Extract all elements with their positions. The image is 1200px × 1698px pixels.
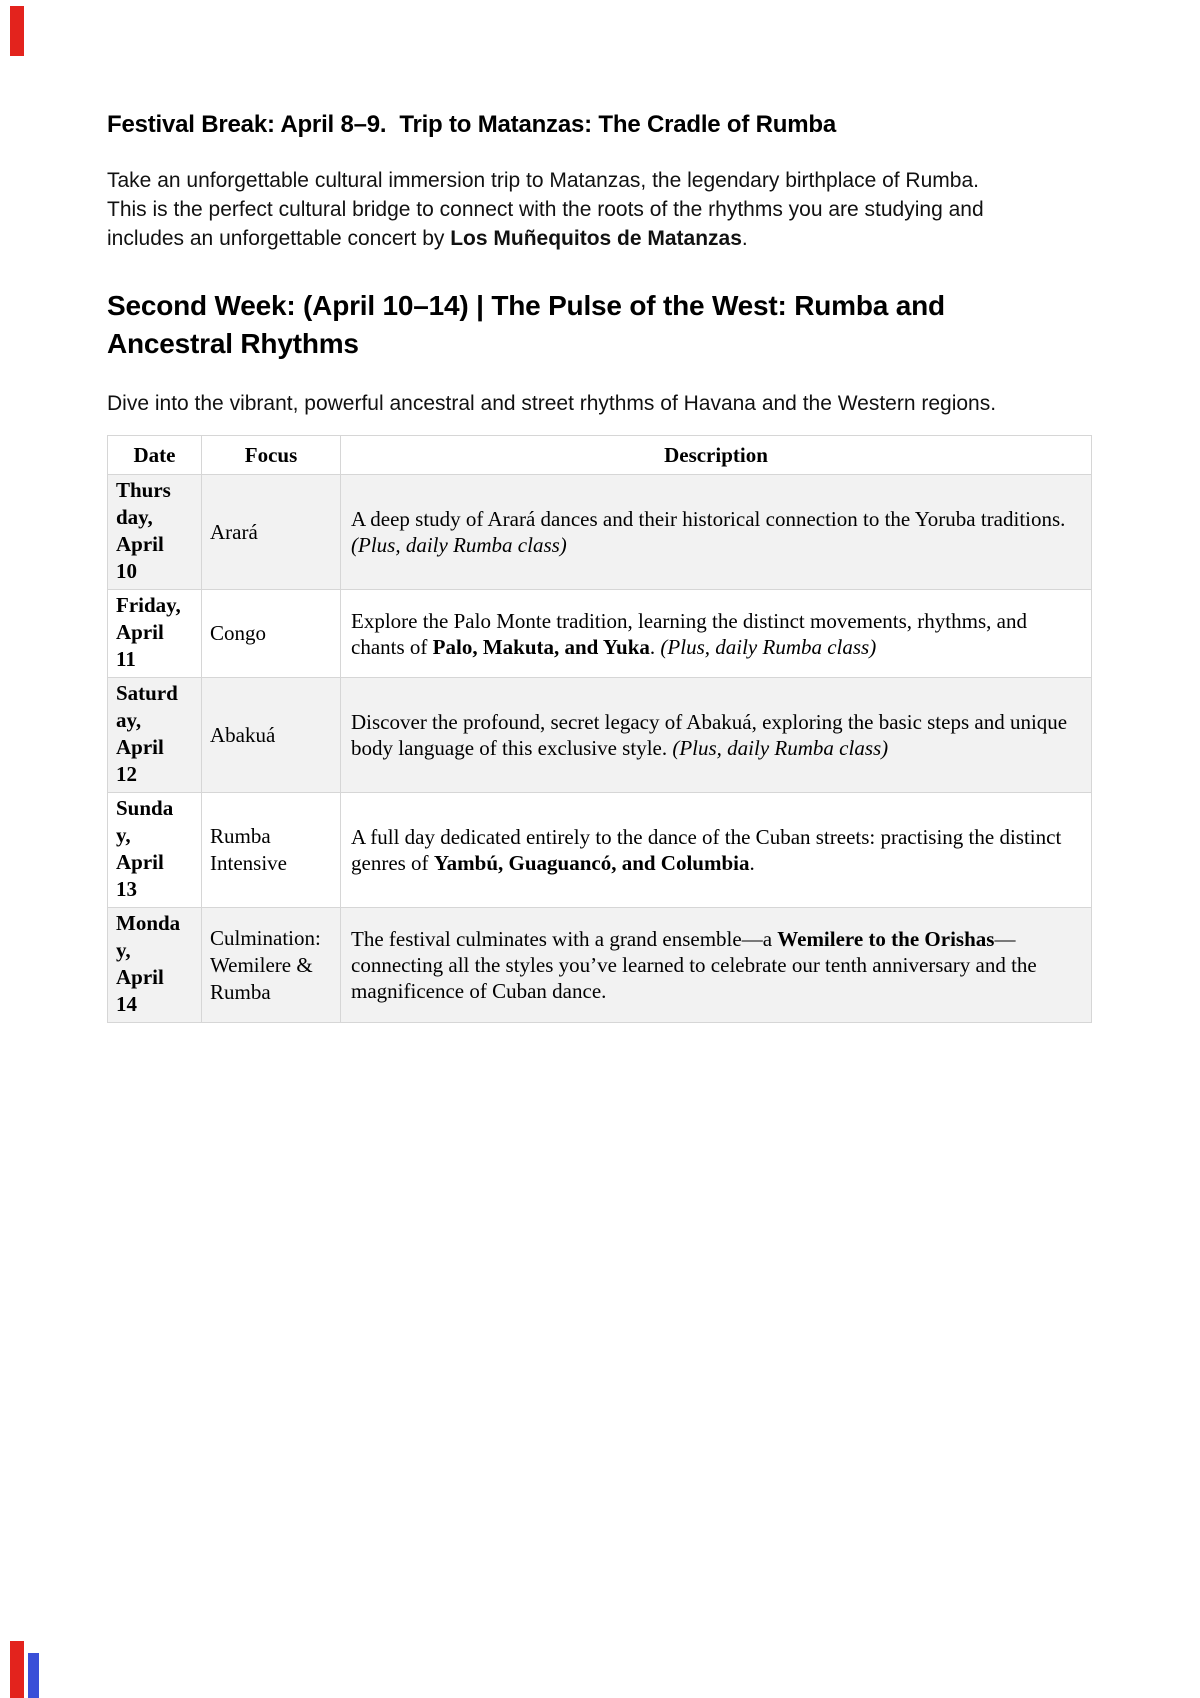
render-artifact-bottom-left-blue <box>28 1653 39 1698</box>
schedule-table <box>107 435 1092 1023</box>
text-run: (Plus, daily Rumba class) <box>660 634 877 659</box>
date-cell: Saturday, April 12 <box>108 678 202 793</box>
focus-cell: Rumba Intensive <box>202 793 341 908</box>
render-artifact-bottom-left-red <box>10 1641 24 1698</box>
focus-cell: Abakuá <box>202 678 341 793</box>
text-run: Palo, Makuta, and Yuka <box>432 634 650 659</box>
text-run: . <box>741 227 748 250</box>
focus-cell: Culmination: Wemilere & Rumba <box>202 908 341 1023</box>
document-content <box>107 110 1092 1023</box>
render-artifact-top-left <box>10 6 24 56</box>
date-cell: Thursday, April 10 <box>108 475 202 590</box>
text-run: The festival culminates with a grand ensemble—a <box>351 927 778 951</box>
column-header-focus: Focus <box>202 436 341 475</box>
date-cell: Monday, April 14 <box>108 908 202 1023</box>
text-run: A full day dedicated entirely to the dance of the Cuban streets: practising the distinct genres of <box>351 825 1062 875</box>
text-run: . <box>749 851 755 875</box>
heading-second-week: Second Week: (April 10–14) | The Pulse of the West: Rumba and Ancestral Rhythms <box>107 290 945 359</box>
description-cell <box>341 908 1092 1023</box>
text-run: Dive into the vibrant, powerful ancestral and street rhythms of Havana and the Western regions. <box>107 392 997 415</box>
focus-cell: Arará <box>202 475 341 590</box>
table-row <box>108 590 1092 678</box>
text-run: Wemilere to the Orishas <box>777 927 995 951</box>
table-row <box>108 908 1092 1023</box>
text-run: . <box>649 634 661 659</box>
date-cell: Sunday, April 13 <box>108 793 202 908</box>
description-cell <box>341 590 1092 678</box>
heading-festival-break: Festival Break: April 8–9. Trip to Matanzas: The Cradle of Rumba <box>107 111 836 138</box>
text-run: Take an unforgettable cultural immersion trip to Matanzas, the legendary birthplace of Rumba. This is the perfect cultural bridge to connect with the roots of the rhythms you are studying and includes an unforgettable concert by <box>107 169 984 250</box>
text-run: (Plus, daily Rumba class) <box>351 533 567 557</box>
text-run: Discover the profound, secret legacy of Abakuá, exploring the basic steps and unique body language of this exclusive style. <box>351 710 1068 760</box>
table-row <box>108 793 1092 908</box>
date-cell: Friday, April 11 <box>108 590 202 678</box>
text-run: Los Muñequitos de Matanzas <box>450 227 742 250</box>
text-run: (Plus, daily Rumba class) <box>672 736 889 760</box>
description-cell <box>341 475 1092 590</box>
table-row <box>108 475 1092 590</box>
text-run: —connecting all the styles you’ve learned to celebrate our tenth anniversary and the magnificence of Cuban dance. <box>351 927 1037 1003</box>
festival-break-paragraph <box>107 166 1012 253</box>
focus-cell: Congo <box>202 590 341 678</box>
column-header-date: Date <box>108 436 202 475</box>
description-cell <box>341 793 1092 908</box>
schedule-table-header <box>108 436 1092 475</box>
column-header-description: Description <box>341 436 1092 475</box>
description-cell <box>341 678 1092 793</box>
schedule-table-body <box>108 475 1092 1023</box>
second-week-paragraph <box>107 389 1012 418</box>
table-row <box>108 678 1092 793</box>
text-run: Yambú, Guaguancó, and Columbia <box>433 851 750 875</box>
text-run: Explore the Palo Monte tradition, learning the distinct movements, rhythms, and chants of <box>351 608 1027 659</box>
text-run: A deep study of Arará dances and their historical connection to the Yoruba traditions. <box>351 507 1066 531</box>
